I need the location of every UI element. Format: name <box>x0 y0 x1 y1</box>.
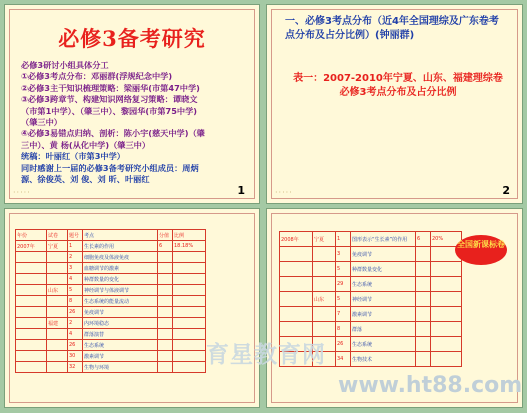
table-cell: 34 <box>336 352 351 367</box>
slide-footer-decoration: ····· <box>13 188 31 197</box>
table-cell <box>431 322 462 337</box>
table-cell <box>280 292 313 307</box>
table-cell: 生物与环境 <box>83 362 158 373</box>
table-cell <box>47 362 68 373</box>
table-cell <box>158 318 173 329</box>
table-cell: 群落演替 <box>83 329 158 340</box>
slide-2-number: 2 <box>502 184 510 197</box>
table-cell: 免疫调节 <box>351 247 416 262</box>
table-cell <box>431 337 462 352</box>
table-cell: 4 <box>68 274 83 285</box>
table-cell: 30 <box>68 351 83 362</box>
slide-1-line: ②必修3主干知识梳理策略：梁丽华(市第47中学) <box>21 82 200 93</box>
table-cell <box>280 277 313 292</box>
slide-1-title: 必修3备考研究 <box>58 26 206 51</box>
table-cell: 2007年 <box>16 241 47 252</box>
table-row <box>16 296 206 307</box>
table-row <box>16 351 206 362</box>
table-cell <box>313 247 336 262</box>
slide-2-title: 一、必修3考点分布（近4年全国理综及广东卷考点分布及占分比例）(钟丽群) <box>285 16 499 41</box>
slide-3-table <box>15 229 206 373</box>
table-cell <box>173 351 206 362</box>
table-cell: 图形表示“生长素”的作用 <box>351 232 416 247</box>
table-cell: 32 <box>68 362 83 373</box>
table-cell <box>158 274 173 285</box>
table-cell: 生物技术 <box>351 352 416 367</box>
table-cell <box>158 285 173 296</box>
table-cell: 山东 <box>47 285 68 296</box>
table-cell <box>431 307 462 322</box>
table-cell: 生态系统的能量流动 <box>83 296 158 307</box>
table-cell <box>431 352 462 367</box>
table-cell: 26 <box>68 307 83 318</box>
table-cell <box>47 263 68 274</box>
table-cell: 细胞免疫及体液免疫 <box>83 252 158 263</box>
table-cell: 比例 <box>173 230 206 241</box>
table-cell <box>16 362 47 373</box>
table-cell <box>158 362 173 373</box>
slide-1[interactable] <box>4 4 260 204</box>
slide-1-line: ①必修3考点分布：邓丽群(浮规纪念中学) <box>21 71 173 82</box>
table-cell <box>173 340 206 351</box>
table-header-row <box>16 230 206 241</box>
table-cell <box>16 252 47 263</box>
table-row <box>16 252 206 263</box>
table-row <box>16 241 206 252</box>
table-row <box>16 263 206 274</box>
table-row <box>280 277 462 292</box>
table-cell <box>416 247 431 262</box>
table-cell: 3 <box>68 263 83 274</box>
table-cell: 29 <box>336 277 351 292</box>
table-cell: 2 <box>68 318 83 329</box>
table-cell: 试卷 <box>47 230 68 241</box>
table-cell: 种群数量变化 <box>351 262 416 277</box>
table-cell <box>173 318 206 329</box>
table-cell: 生态系统 <box>83 340 158 351</box>
table-cell: 生态系统 <box>351 277 416 292</box>
table-cell <box>173 329 206 340</box>
table-cell: 免疫调节 <box>83 307 158 318</box>
table-row <box>16 318 206 329</box>
table-cell: 5 <box>336 262 351 277</box>
slide-1-line: 三中）、黄 杨(从化中学)（肇三中） <box>21 139 151 150</box>
table-cell <box>431 277 462 292</box>
table-cell <box>47 340 68 351</box>
slide-1-line: ④必修3易错点归纳、剖析：陈小宇(慈天中学)（肇 <box>21 128 205 139</box>
table-cell: 激素调节 <box>83 351 158 362</box>
table-cell <box>313 277 336 292</box>
table-row <box>280 322 462 337</box>
slide-footer-decoration: ····· <box>275 188 293 197</box>
table-cell <box>16 296 47 307</box>
table-cell <box>47 296 68 307</box>
table-cell: 1 <box>336 232 351 247</box>
table-cell: 血糖调节的激素 <box>83 263 158 274</box>
table-cell <box>16 329 47 340</box>
table-cell <box>47 274 68 285</box>
table-cell <box>173 285 206 296</box>
table-cell: 内环境稳态 <box>83 318 158 329</box>
table-cell <box>158 263 173 274</box>
slide-1-body <box>21 60 247 185</box>
table-cell: 山东 <box>313 292 336 307</box>
slide-1-line: 同时感谢上一届的必修3备考研究小组成员：周炳 <box>21 162 199 173</box>
table-row <box>280 307 462 322</box>
table-cell: 1 <box>68 241 83 252</box>
table-cell <box>158 329 173 340</box>
table-cell: 8 <box>336 322 351 337</box>
table-cell: 3 <box>336 247 351 262</box>
table-row <box>280 292 462 307</box>
table-cell <box>416 277 431 292</box>
table-cell <box>173 362 206 373</box>
watermark-url: www.ht88.com <box>338 373 523 398</box>
table-cell: 2 <box>68 252 83 263</box>
table-cell <box>280 262 313 277</box>
table-cell <box>158 252 173 263</box>
slide-1-line: 统稿：叶丽红（市第3中学） <box>21 151 125 162</box>
slide-1-number: 1 <box>237 184 245 197</box>
table-cell <box>16 340 47 351</box>
table-cell <box>280 247 313 262</box>
table-cell <box>16 274 47 285</box>
new-curriculum-badge: 全国新课标卷 <box>455 235 507 265</box>
table-cell <box>16 318 47 329</box>
table-cell: 宁夏 <box>313 232 336 247</box>
table-cell: 生长素的作用 <box>83 241 158 252</box>
table-cell: 分值 <box>158 230 173 241</box>
table-cell <box>173 296 206 307</box>
table-cell: 8 <box>68 296 83 307</box>
table-cell <box>16 263 47 274</box>
slide-1-line: 源、徐俊英、刘 俊、刘 昕、叶丽红 <box>21 174 150 185</box>
table-row <box>16 285 206 296</box>
table-cell: 2008年 <box>280 232 313 247</box>
table-cell: 神经调节 <box>351 292 416 307</box>
table-cell: 5 <box>68 285 83 296</box>
slide-2[interactable] <box>266 4 523 204</box>
table-row <box>16 307 206 318</box>
table-cell: 6 <box>158 241 173 252</box>
slide-1-line: ③必修3跨章节、构建知识网络复习策略：谭晓文 <box>21 94 198 105</box>
table-cell <box>313 307 336 322</box>
table-row <box>280 262 462 277</box>
table-cell <box>47 329 68 340</box>
table-cell <box>47 351 68 362</box>
table-cell <box>416 337 431 352</box>
table-row <box>280 247 462 262</box>
table-cell: 题号 <box>68 230 83 241</box>
table-row <box>280 232 462 247</box>
slide-1-line: 必修3研讨小组具体分工 <box>21 60 109 70</box>
table-cell <box>158 340 173 351</box>
table-cell: 福建 <box>47 318 68 329</box>
table-row <box>16 274 206 285</box>
table-cell <box>173 274 206 285</box>
table-cell <box>416 322 431 337</box>
table-cell: 6 <box>416 232 431 247</box>
slide-1-line: （肇三中） <box>21 117 62 128</box>
table-cell: 群落 <box>351 322 416 337</box>
table-cell <box>431 262 462 277</box>
table-cell: 种群数量的变化 <box>83 274 158 285</box>
table-cell <box>313 262 336 277</box>
table-cell <box>47 307 68 318</box>
slide-2-subtitle: 表一：2007-2010年宁夏、山东、福建理综卷必修3考点分布及占分比例 <box>293 73 503 98</box>
table-cell <box>416 292 431 307</box>
table-cell: 生态系统 <box>351 337 416 352</box>
table-cell: 宁夏 <box>47 241 68 252</box>
table-cell <box>280 307 313 322</box>
table-cell: 考点 <box>83 230 158 241</box>
table-row <box>16 340 206 351</box>
table-cell: 4 <box>68 329 83 340</box>
table-cell <box>173 252 206 263</box>
table-cell <box>313 322 336 337</box>
table-cell: 20% <box>431 232 462 247</box>
table-cell: 年份 <box>16 230 47 241</box>
table-cell <box>16 285 47 296</box>
table-cell: 26 <box>336 337 351 352</box>
table-cell: 神经调节与体液调节 <box>83 285 158 296</box>
table-cell <box>280 322 313 337</box>
table-cell <box>173 263 206 274</box>
table-cell <box>16 351 47 362</box>
table-cell: 激素调节 <box>351 307 416 322</box>
table-cell: 5 <box>336 292 351 307</box>
table-row <box>16 362 206 373</box>
table-cell <box>16 307 47 318</box>
table-cell <box>158 351 173 362</box>
table-cell <box>416 262 431 277</box>
table-row <box>16 329 206 340</box>
table-cell: 26 <box>68 340 83 351</box>
slide-1-line: （市第1中学）、（肇三中）、黎园华(市第75中学) <box>21 105 198 116</box>
table-cell <box>158 307 173 318</box>
table-cell <box>431 292 462 307</box>
table-cell <box>173 307 206 318</box>
table-cell: 18.18% <box>173 241 206 252</box>
slide-3[interactable] <box>4 208 260 408</box>
table-cell <box>47 252 68 263</box>
table-cell <box>416 307 431 322</box>
watermark-logo-text: 育星教育网 <box>206 342 326 368</box>
table-cell <box>158 296 173 307</box>
table-cell: 7 <box>336 307 351 322</box>
table-cell <box>416 352 431 367</box>
